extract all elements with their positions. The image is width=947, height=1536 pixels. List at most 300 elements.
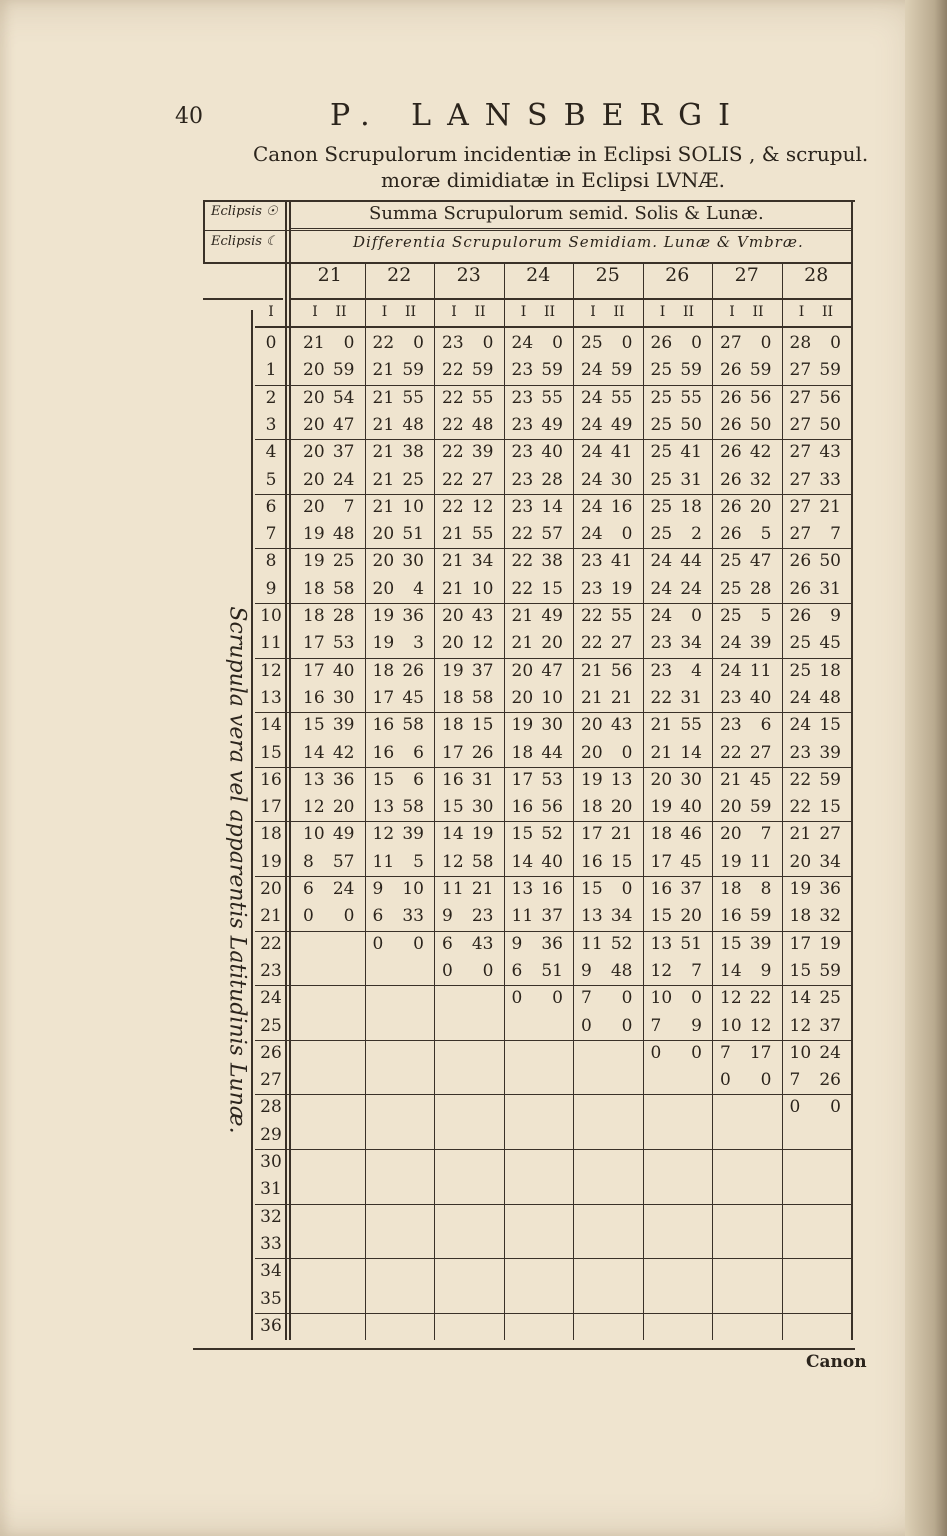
table-cell <box>581 743 633 763</box>
cell-seconds: 37 <box>471 660 494 681</box>
table-cell <box>651 1016 703 1036</box>
table-cell <box>512 606 564 626</box>
table-cell <box>581 388 633 408</box>
cell-minutes: 25 <box>581 333 603 353</box>
table-cell <box>790 470 842 490</box>
table-cell <box>790 852 842 872</box>
cell-seconds: 12 <box>471 633 494 654</box>
table-cell <box>303 633 355 653</box>
table-cell <box>512 852 564 872</box>
cell-seconds: 56 <box>819 387 841 408</box>
cell-minutes: 24 <box>789 687 812 708</box>
cell-seconds: 22 <box>749 988 772 1009</box>
cell-seconds: 19 <box>610 578 633 599</box>
cell-seconds: 44 <box>680 551 702 572</box>
cell-seconds: 45 <box>680 851 702 872</box>
table-cell <box>303 579 355 599</box>
cell-minutes: 6 <box>303 879 314 899</box>
cell-seconds: 36 <box>332 769 355 790</box>
cell-seconds: 47 <box>749 551 772 572</box>
unit-rule <box>255 326 851 328</box>
table-cell <box>442 415 494 435</box>
column-header: 22 <box>387 264 412 286</box>
cell-minutes: 27 <box>720 333 742 353</box>
cell-seconds: 3 <box>413 633 424 654</box>
cell-minutes: 22 <box>442 469 464 490</box>
table-cell <box>373 442 425 462</box>
cell-minutes: 17 <box>650 851 673 872</box>
column-divider <box>434 264 435 1340</box>
row-number: 20 <box>260 879 282 899</box>
table-cell <box>790 524 842 544</box>
cell-seconds: 15 <box>819 715 841 736</box>
cell-seconds: 59 <box>819 960 841 981</box>
table-cell <box>512 961 564 981</box>
cell-seconds: 37 <box>680 879 702 899</box>
cell-minutes: 24 <box>581 442 603 463</box>
table-cell <box>442 579 494 599</box>
table-cell <box>790 551 842 571</box>
cell-seconds: 6 <box>413 742 424 763</box>
cell-seconds: 0 <box>621 333 633 353</box>
cell-minutes: 13 <box>511 879 534 899</box>
cell-minutes: 19 <box>511 715 534 736</box>
cell-minutes: 18 <box>372 660 395 681</box>
table-cell <box>512 743 564 763</box>
cell-minutes: 0 <box>511 988 523 1009</box>
table-cell <box>720 579 772 599</box>
cell-seconds: 45 <box>749 769 772 790</box>
row-number: 11 <box>260 633 282 654</box>
cell-seconds: 50 <box>819 551 841 572</box>
cell-minutes: 26 <box>650 333 673 353</box>
cell-minutes: 20 <box>442 606 464 626</box>
cell-seconds: 55 <box>610 387 633 408</box>
table-cell <box>651 824 703 844</box>
table-cell <box>790 442 842 462</box>
table-cell <box>373 470 425 490</box>
table-cell <box>651 715 703 735</box>
unit-seconds: II <box>821 304 834 320</box>
row-group-rule <box>255 821 851 822</box>
cell-minutes: 7 <box>720 1042 731 1063</box>
cell-seconds: 0 <box>621 988 633 1009</box>
cell-minutes: 19 <box>303 524 325 545</box>
cell-minutes: 13 <box>650 933 673 954</box>
cell-minutes: 14 <box>720 960 742 981</box>
cell-minutes: 27 <box>789 387 812 408</box>
cell-seconds: 10 <box>402 879 424 899</box>
cell-seconds: 36 <box>819 879 841 899</box>
table-cell <box>790 715 842 735</box>
cell-seconds: 39 <box>749 633 772 654</box>
cell-minutes: 19 <box>789 879 812 899</box>
cell-seconds: 0 <box>691 606 702 626</box>
cell-seconds: 0 <box>621 742 633 763</box>
cell-minutes: 21 <box>372 414 395 435</box>
table-cell <box>790 1070 842 1090</box>
table-cell <box>373 360 425 380</box>
header-bottom-rule <box>203 262 851 264</box>
table-cell <box>651 470 703 490</box>
cell-minutes: 8 <box>303 851 314 872</box>
table-cell <box>720 470 772 490</box>
cell-minutes: 21 <box>789 824 812 845</box>
left-head-rule <box>203 298 283 300</box>
cell-seconds: 49 <box>541 414 563 435</box>
cell-minutes: 11 <box>581 933 603 954</box>
row-number: 25 <box>260 1015 282 1036</box>
table-cell <box>790 497 842 517</box>
cell-seconds: 9 <box>691 1015 702 1036</box>
table-cell <box>720 743 772 763</box>
table-cell <box>512 415 564 435</box>
cell-seconds: 8 <box>760 879 772 899</box>
cell-minutes: 25 <box>650 469 673 490</box>
table-cell <box>581 715 633 735</box>
table-cell <box>442 715 494 735</box>
row-group-rule <box>255 931 851 932</box>
table-cell <box>720 333 772 353</box>
cell-minutes: 22 <box>511 551 534 572</box>
table-cell <box>512 579 564 599</box>
cell-seconds: 31 <box>471 769 494 790</box>
table-cell <box>581 852 633 872</box>
cell-seconds: 17 <box>749 1042 772 1063</box>
cell-seconds: 28 <box>749 578 772 599</box>
column-divider <box>573 264 574 1340</box>
cell-seconds: 28 <box>332 606 355 626</box>
table-cell <box>651 579 703 599</box>
cell-seconds: 4 <box>691 660 702 681</box>
column-divider <box>365 264 366 1340</box>
cell-seconds: 5 <box>413 851 424 872</box>
table-cell <box>512 524 564 544</box>
cell-seconds: 11 <box>749 851 772 872</box>
cell-minutes: 23 <box>581 578 603 599</box>
table-cell <box>442 633 494 653</box>
row-group-rule <box>255 1313 851 1314</box>
table-cell <box>651 934 703 954</box>
cell-seconds: 0 <box>343 333 355 353</box>
cell-minutes: 21 <box>372 387 395 408</box>
cell-seconds: 0 <box>482 960 494 981</box>
cell-minutes: 23 <box>650 633 673 654</box>
table-cell <box>373 551 425 571</box>
cell-seconds: 0 <box>830 333 841 353</box>
cell-minutes: 21 <box>372 496 395 517</box>
table-cell <box>720 770 772 790</box>
cell-minutes: 19 <box>442 660 464 681</box>
table-cell <box>651 743 703 763</box>
table-cell <box>373 497 425 517</box>
table-cell <box>651 852 703 872</box>
cell-seconds: 10 <box>541 687 563 708</box>
table-cell <box>581 415 633 435</box>
cell-seconds: 7 <box>691 960 702 981</box>
row-number: 29 <box>260 1124 282 1145</box>
table-cell <box>790 770 842 790</box>
table-cell <box>651 688 703 708</box>
table-cell <box>373 333 425 353</box>
cell-minutes: 12 <box>372 824 395 845</box>
unit-minutes: I <box>312 304 318 320</box>
table-cell <box>651 388 703 408</box>
row-number: 7 <box>265 524 277 545</box>
table-cell <box>581 606 633 626</box>
cell-seconds: 34 <box>819 851 841 872</box>
cell-minutes: 12 <box>789 1015 812 1036</box>
cell-seconds: 0 <box>830 1097 841 1118</box>
row-number: 19 <box>260 851 282 872</box>
table-cell <box>790 934 842 954</box>
table-cell <box>442 797 494 817</box>
row-group-rule <box>255 1094 851 1095</box>
table-cell <box>720 906 772 926</box>
cell-seconds: 26 <box>471 742 494 763</box>
cell-seconds: 59 <box>819 769 841 790</box>
cell-minutes: 7 <box>581 988 592 1009</box>
unit-minutes: I <box>381 304 388 320</box>
row-number: 28 <box>260 1097 282 1118</box>
row-group-rule <box>255 385 851 386</box>
cell-minutes: 18 <box>789 906 812 927</box>
table-cell <box>790 797 842 817</box>
cell-minutes: 27 <box>789 360 812 381</box>
cell-minutes: 21 <box>581 660 603 681</box>
cell-minutes: 20 <box>581 715 603 736</box>
cell-seconds: 15 <box>610 851 633 872</box>
cell-minutes: 22 <box>511 524 534 545</box>
row-group-rule <box>255 876 851 877</box>
cell-minutes: 23 <box>511 442 534 463</box>
cell-minutes: 15 <box>372 769 395 790</box>
cell-seconds: 50 <box>749 414 772 435</box>
cell-minutes: 21 <box>442 551 464 572</box>
cell-minutes: 26 <box>720 414 742 435</box>
cell-seconds: 34 <box>680 633 702 654</box>
column-header: 28 <box>804 264 829 286</box>
cell-minutes: 26 <box>720 524 742 545</box>
table-cell <box>512 715 564 735</box>
cell-minutes: 24 <box>650 551 673 572</box>
row-number: 6 <box>265 496 277 517</box>
table-cell <box>303 715 355 735</box>
table-cell <box>303 333 355 353</box>
row-number: 36 <box>260 1315 282 1336</box>
table-cell <box>512 797 564 817</box>
table-cell <box>303 824 355 844</box>
cell-minutes: 7 <box>789 1070 801 1091</box>
cell-seconds: 27 <box>610 633 633 654</box>
table-cell <box>720 1016 772 1036</box>
cell-minutes: 21 <box>372 360 395 381</box>
cell-seconds: 0 <box>621 879 633 899</box>
table-cell <box>581 661 633 681</box>
cell-minutes: 23 <box>511 469 534 490</box>
cell-minutes: 21 <box>720 769 742 790</box>
cell-seconds: 31 <box>680 687 702 708</box>
cell-seconds: 53 <box>541 769 563 790</box>
cell-seconds: 41 <box>610 442 633 463</box>
unit-minutes: I <box>590 304 596 320</box>
cell-minutes: 28 <box>789 333 812 353</box>
cell-minutes: 22 <box>442 360 464 381</box>
cell-minutes: 16 <box>442 769 464 790</box>
table-cell <box>720 524 772 544</box>
cell-seconds: 51 <box>402 524 424 545</box>
cell-seconds: 15 <box>819 797 841 818</box>
cell-minutes: 23 <box>442 333 464 353</box>
cell-seconds: 0 <box>760 333 772 353</box>
cell-minutes: 16 <box>581 851 603 872</box>
cell-minutes: 14 <box>511 851 534 872</box>
row-number: 26 <box>260 1042 282 1063</box>
cell-minutes: 14 <box>303 742 325 763</box>
cell-minutes: 24 <box>650 578 673 599</box>
table-cell <box>373 906 425 926</box>
table-cell <box>720 961 772 981</box>
table-cell <box>373 824 425 844</box>
cell-seconds: 0 <box>691 1042 702 1063</box>
header-differentia: Differentia Scrupulorum Semidiam. Lunæ & Vmbræ. <box>353 233 804 251</box>
cell-minutes: 15 <box>511 824 534 845</box>
cell-minutes: 22 <box>372 333 395 353</box>
canon-table <box>203 200 850 1352</box>
table-cell <box>303 879 355 899</box>
cell-minutes: 9 <box>581 960 592 981</box>
cell-seconds: 11 <box>749 660 772 681</box>
table-cell <box>581 470 633 490</box>
cell-seconds: 57 <box>332 851 355 872</box>
cell-seconds: 5 <box>760 524 772 545</box>
cell-minutes: 7 <box>650 1015 662 1036</box>
unit-minutes: I <box>729 304 735 320</box>
cell-minutes: 15 <box>720 933 742 954</box>
table-cell <box>303 661 355 681</box>
table-cell <box>442 852 494 872</box>
row-number: 10 <box>260 606 282 626</box>
column-header: 24 <box>526 264 551 286</box>
cell-minutes: 23 <box>511 496 534 517</box>
table-cell <box>651 360 703 380</box>
cell-seconds: 25 <box>819 988 841 1009</box>
cell-minutes: 15 <box>303 715 325 736</box>
cell-minutes: 22 <box>442 414 464 435</box>
cell-minutes: 22 <box>789 797 812 818</box>
cell-minutes: 15 <box>650 906 673 927</box>
cell-minutes: 16 <box>650 879 673 899</box>
row-number: 9 <box>265 578 277 599</box>
cell-minutes: 21 <box>372 469 395 490</box>
row-number: 8 <box>265 551 277 572</box>
table-cell <box>581 906 633 926</box>
cell-seconds: 20 <box>680 906 702 927</box>
cell-seconds: 33 <box>819 469 841 490</box>
cell-seconds: 16 <box>610 496 633 517</box>
cell-seconds: 19 <box>471 824 494 845</box>
cell-seconds: 59 <box>332 360 355 381</box>
table-cell <box>512 470 564 490</box>
cell-seconds: 50 <box>819 414 841 435</box>
table-cell <box>651 333 703 353</box>
cell-seconds: 30 <box>471 797 494 818</box>
unit-seconds: II <box>613 304 625 320</box>
table-cell <box>720 415 772 435</box>
table-cell <box>720 497 772 517</box>
cell-minutes: 24 <box>581 524 603 545</box>
cell-seconds: 38 <box>541 551 563 572</box>
unit-seconds: II <box>474 304 486 320</box>
cell-minutes: 25 <box>789 633 812 654</box>
table-cell <box>651 797 703 817</box>
cell-minutes: 20 <box>303 469 325 490</box>
cell-minutes: 16 <box>372 715 395 736</box>
table-cell <box>790 1016 842 1036</box>
cell-minutes: 13 <box>303 769 325 790</box>
cell-minutes: 0 <box>303 906 314 927</box>
table-cell <box>373 524 425 544</box>
cell-minutes: 6 <box>511 960 523 981</box>
column-divider <box>643 264 644 1340</box>
cell-seconds: 48 <box>610 960 633 981</box>
cell-seconds: 20 <box>541 633 563 654</box>
cell-seconds: 45 <box>402 687 424 708</box>
cell-seconds: 42 <box>749 442 772 463</box>
cell-seconds: 59 <box>749 360 772 381</box>
table-cell <box>512 333 564 353</box>
cell-minutes: 22 <box>581 606 603 626</box>
table-cell <box>720 1070 772 1090</box>
cell-minutes: 23 <box>720 687 742 708</box>
cell-seconds: 51 <box>680 933 702 954</box>
row-number: 21 <box>260 906 282 927</box>
cell-minutes: 11 <box>511 906 534 927</box>
table-cell <box>720 606 772 626</box>
cell-minutes: 24 <box>581 469 603 490</box>
cell-seconds: 30 <box>402 551 424 572</box>
cell-seconds: 30 <box>541 715 563 736</box>
cell-seconds: 9 <box>760 960 772 981</box>
table-cell <box>442 497 494 517</box>
row-group-rule <box>255 1258 851 1259</box>
cell-seconds: 21 <box>471 879 494 899</box>
cell-minutes: 17 <box>303 660 325 681</box>
cell-minutes: 23 <box>789 742 812 763</box>
cell-minutes: 22 <box>442 442 464 463</box>
table-cell <box>581 442 633 462</box>
table-cell <box>720 988 772 1008</box>
row-number: 27 <box>260 1070 282 1091</box>
cell-seconds: 41 <box>610 551 633 572</box>
table-cell <box>442 470 494 490</box>
cell-minutes: 14 <box>789 988 812 1009</box>
cell-minutes: 21 <box>511 633 534 654</box>
table-cell <box>373 852 425 872</box>
cell-minutes: 24 <box>720 660 742 681</box>
cell-seconds: 51 <box>541 960 563 981</box>
table-cell <box>442 879 494 899</box>
row-number: 31 <box>260 1179 282 1200</box>
table-cell <box>442 551 494 571</box>
cell-minutes: 20 <box>581 742 603 763</box>
cell-seconds: 20 <box>610 797 633 818</box>
table-cell <box>512 824 564 844</box>
table-cell <box>581 824 633 844</box>
row-group-rule <box>255 494 851 495</box>
table-cell <box>651 415 703 435</box>
cell-minutes: 6 <box>372 906 384 927</box>
